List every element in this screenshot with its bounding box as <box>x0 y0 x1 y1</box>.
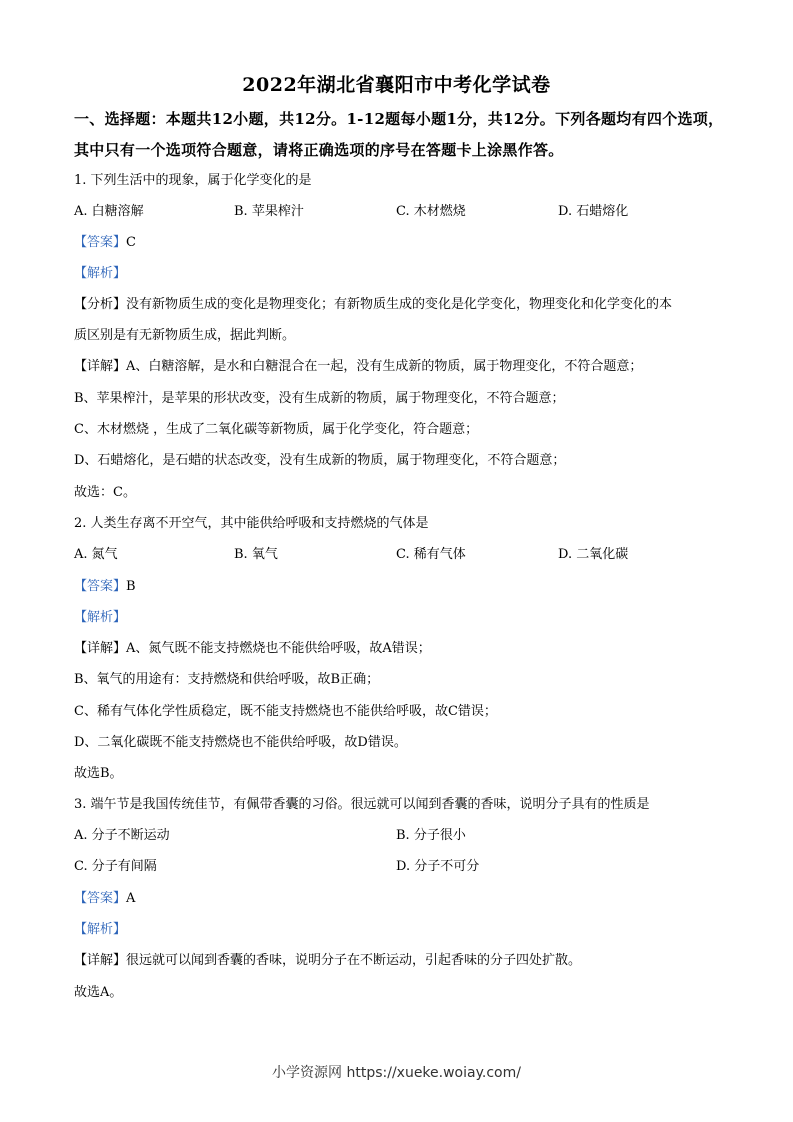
q2-answer-value: B <box>126 579 136 594</box>
q3-option-a: A. 分子不断运动 <box>74 828 170 843</box>
q2-detail-line-4: D、二氧化碳既不能支持燃烧也不能供给呼吸，故D错误。 <box>74 735 407 750</box>
q1-detail-line-2: B、苹果榨汁，是苹果的形状改变，没有生成新的物质，属于物理变化，不符合题意； <box>74 391 565 406</box>
q1-answer-value: C <box>126 235 136 250</box>
q3-detail-line-1 <box>74 952 724 970</box>
q1-detail-line-1 <box>74 358 724 376</box>
answer-tag: 【答案】 <box>74 579 127 594</box>
q2-detail-line-3: C、稀有气体化学性质稳定，既不能支持燃烧也不能供给呼吸，故C错误； <box>74 704 497 719</box>
q2-stem: 2. 人类生存离不开空气，其中能供给呼吸和支持燃烧的气体是 <box>74 516 429 531</box>
q1-detail-line-4: D、石蜡熔化，是石蜡的状态改变，没有生成新的物质，属于物理变化，不符合题意； <box>74 453 566 468</box>
q1-option-c: C. 木材燃烧 <box>396 204 466 219</box>
q3-stem: 3. 端午节是我国传统佳节，有佩带香囊的习俗。很远就可以闻到香囊的香味，说明分子具有的性质是 <box>74 797 650 812</box>
answer-tag: 【答案】 <box>74 891 127 906</box>
q2-detail-text-1: A、氮气既不能支持燃烧也不能供给呼吸，故A错误； <box>126 641 431 656</box>
analysis-tag: 【解析】 <box>74 610 127 625</box>
q2-conclusion: 故选B。 <box>74 766 123 781</box>
q1-fenxi-line-2: 质区别是有无新物质生成，据此判断。 <box>74 328 296 343</box>
q1-option-a: A. 白糖溶解 <box>74 204 144 219</box>
q3-answer <box>74 890 724 908</box>
q3-option-b: B. 分子很小 <box>396 828 466 843</box>
fenxi-tag: 【分析】 <box>74 297 127 312</box>
analysis-tag: 【解析】 <box>74 266 127 281</box>
xiangjie-tag: 【详解】 <box>74 641 127 656</box>
section-heading: 一、选择题：本题共12小题，共12分。1-12题每小题1分，共12分。下列各题均有四个选项，其中只有一个选项符合题意，请将正确选项的序号在答题卡上涂黑作答。 <box>74 110 724 159</box>
q2-option-a: A. 氮气 <box>74 547 118 562</box>
q2-detail-line-1 <box>74 640 724 658</box>
q2-detail-line-2: B、氧气的用途有：支持燃烧和供给呼吸，故B正确； <box>74 672 380 687</box>
q1-option-d: D. 石蜡熔化 <box>558 204 629 219</box>
q1-option-b: B. 苹果榨汁 <box>234 204 304 219</box>
q1-detail-line-3: C、木材燃烧 ，生成了二氧化碳等新物质，属于化学变化，符合题意； <box>74 422 479 437</box>
q2-option-b: B. 氧气 <box>234 547 278 562</box>
q1-conclusion: 故选：C。 <box>74 485 136 500</box>
xiangjie-tag: 【详解】 <box>74 359 127 374</box>
footer-watermark: 小学资源网 https://xueke.woiay.com/ <box>272 1065 521 1081</box>
q1-answer <box>74 234 724 252</box>
q3-option-d: D. 分子不可分 <box>396 859 480 874</box>
q2-option-c: C. 稀有气体 <box>396 547 466 562</box>
q1-stem: 1. 下列生活中的现象，属于化学变化的是 <box>74 173 312 188</box>
q2-answer <box>74 578 724 596</box>
page-title: 2022年湖北省襄阳市中考化学试卷 <box>242 74 551 96</box>
q3-analysis-tag <box>74 921 724 939</box>
answer-tag: 【答案】 <box>74 235 127 250</box>
q3-answer-value: A <box>126 891 136 906</box>
q3-detail-text-1: 很远就可以闻到香囊的香味，说明分子在不断运动，引起香味的分子四处扩散。 <box>126 953 582 968</box>
q3-option-c: C. 分子有间隔 <box>74 859 157 874</box>
analysis-tag: 【解析】 <box>74 922 127 937</box>
q1-analysis-tag <box>74 265 724 283</box>
q1-fenxi-line-1 <box>74 296 724 314</box>
xiangjie-tag: 【详解】 <box>74 953 127 968</box>
q1-detail-text-1: A、白糖溶解，是水和白糖混合在一起，没有生成新的物质，属于物理变化，不符合题意； <box>126 359 643 374</box>
q3-conclusion: 故选A。 <box>74 985 123 1000</box>
q2-option-d: D. 二氧化碳 <box>558 547 629 562</box>
q2-analysis-tag <box>74 609 724 627</box>
q1-fenxi-text-1: 没有新物质生成的变化是物理变化；有新物质生成的变化是化学变化，物理变化和化学变化的本 <box>126 297 673 312</box>
